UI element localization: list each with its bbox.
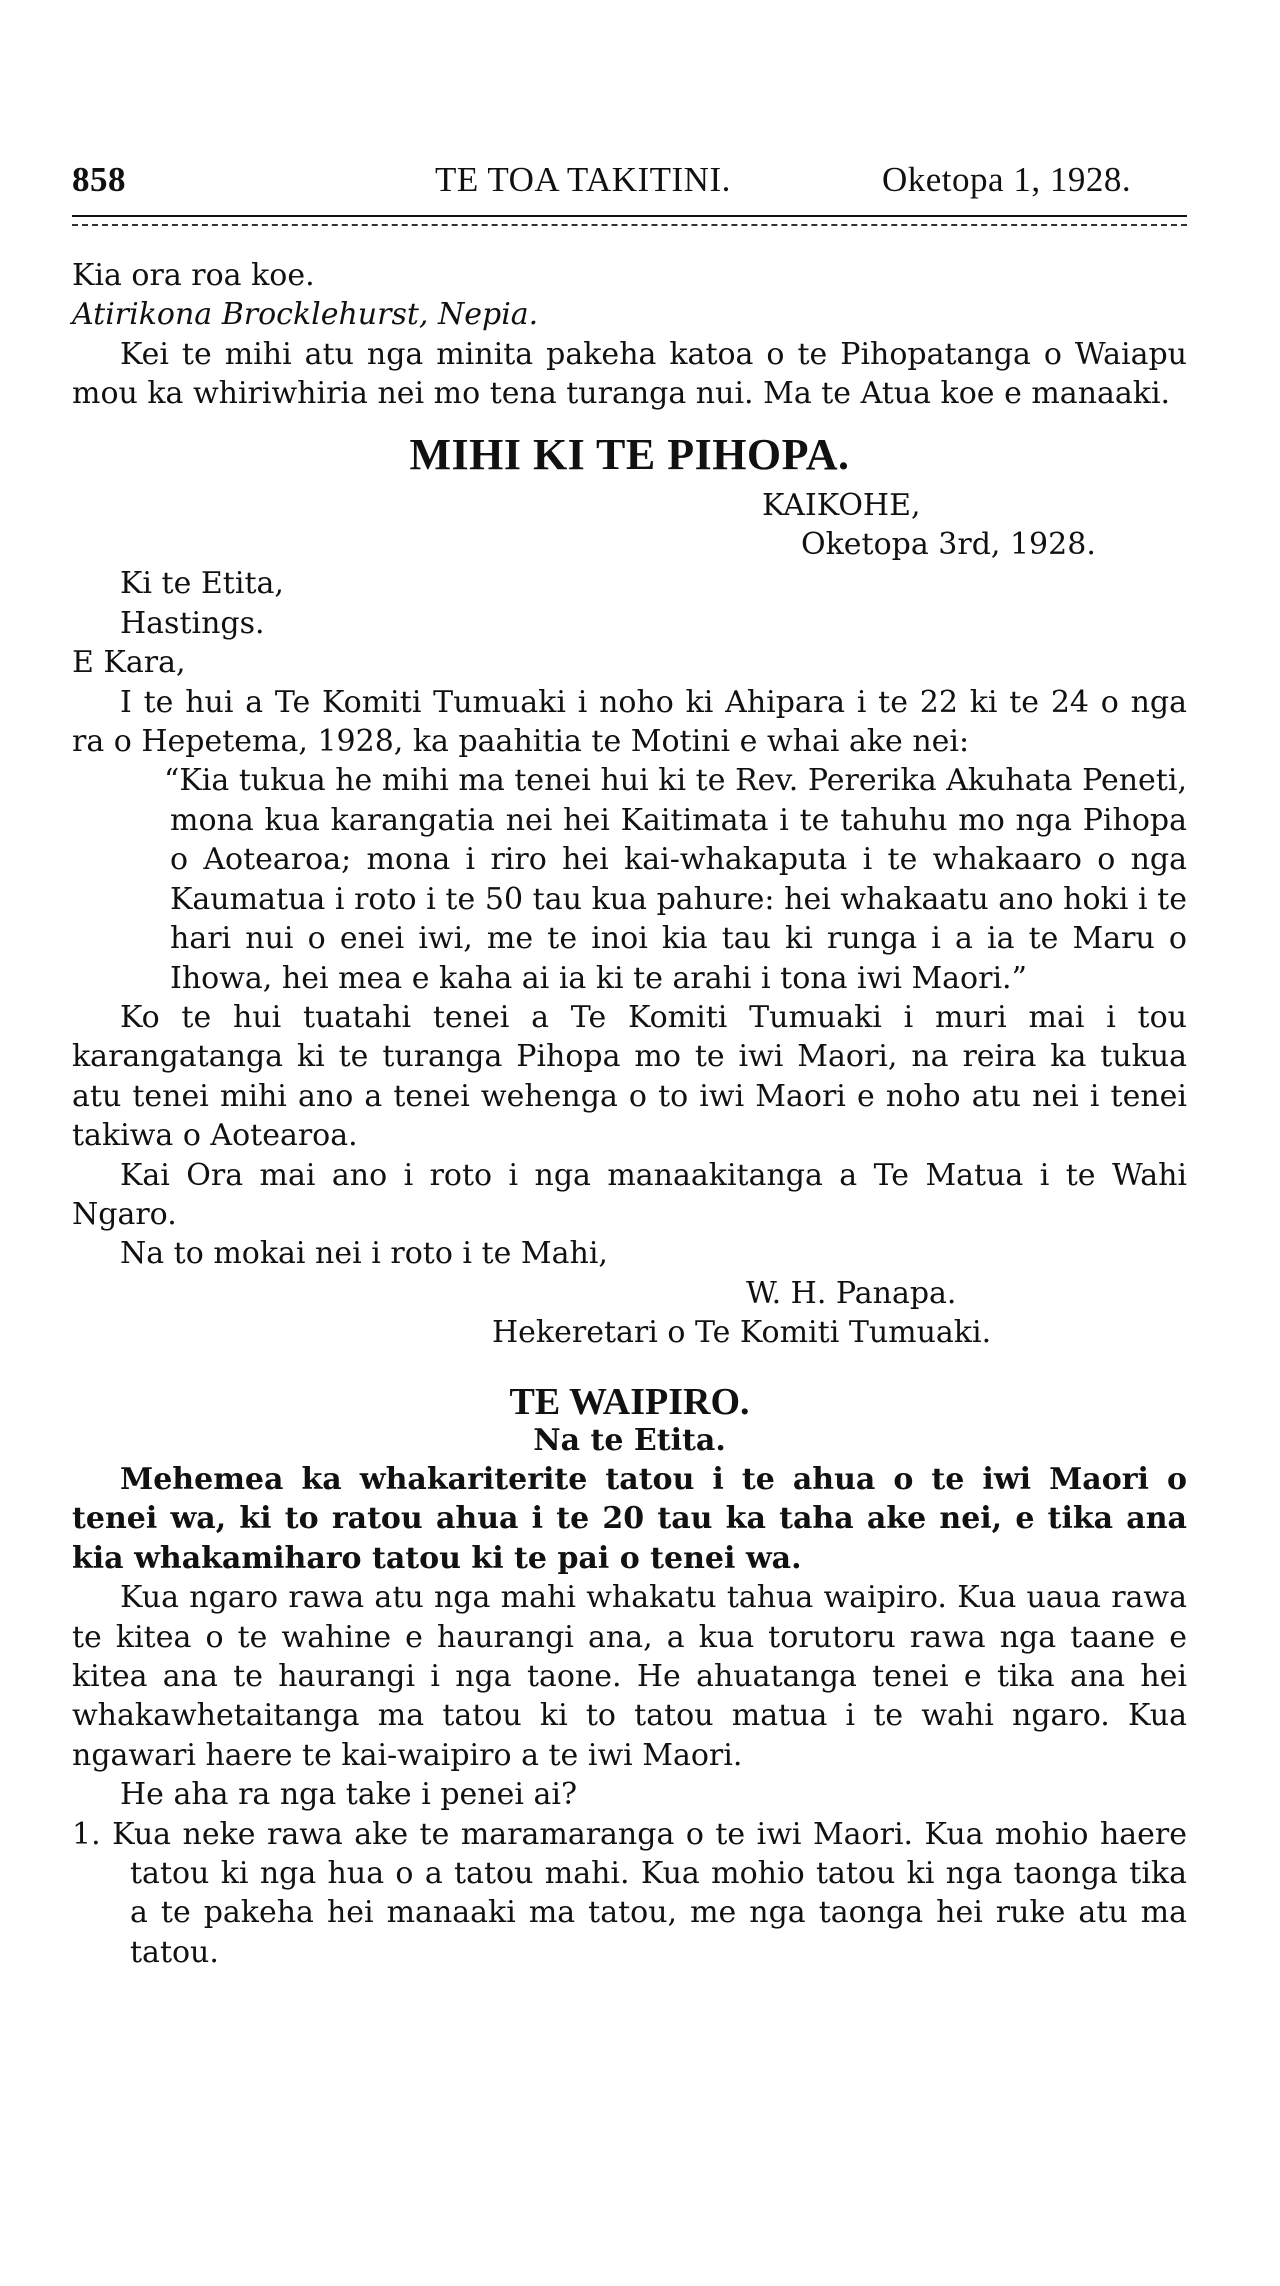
mihi-sign-name: W. H. Panapa. <box>746 1275 957 1311</box>
issue-date: Oketopa 1, 1928. <box>882 160 1132 199</box>
mihi-heading: MIHI KI TE PIHOPA. <box>409 429 850 479</box>
mihi-sign-title: Hekeretari o Te Komiti Tumuaki. <box>492 1315 992 1351</box>
header-rule-dashed <box>72 224 1187 226</box>
page-header <box>72 160 1187 210</box>
header-rule <box>72 215 1187 217</box>
mihi-paragraph-2: Ko te hui tuatahi tenei a Te Komiti Tumuaki i muri mai i tou karangatanga ki te turanga Pihopa mo te iwi Maori, na reira ka tukua atu tenei mihi ano a tenei wehenga o to iwi Maori e noho atu nei i tenei takiwa o Aotearoa. <box>72 999 1187 1154</box>
publication-title: TE TOA TAKITINI. <box>435 160 731 199</box>
page-body <box>72 256 1187 1972</box>
letter-closing: Kia ora roa koe. <box>72 258 315 293</box>
letter-signature: Atirikona Brocklehurst, Nepia. <box>72 297 539 333</box>
waipiro-question: He aha ra nga take i penei ai? <box>120 1777 578 1813</box>
mihi-paragraph-3: Kai Ora mai ano i roto i nga manaakitanga a Te Matua i te Wahi Ngaro. <box>72 1157 1187 1232</box>
mihi-addressee: Ki te Etita, <box>120 566 284 602</box>
waipiro-list-item-1: 1. Kua neke rawa ake te maramaranga o te iwi Maori. Kua mohio haere tatou ki nga hua o a tatou mahi. Kua mohio tatou ki nga taonga tika a te pakeha hei manaaki ma tatou, me nga taonga hei ruke atu ma tatou. <box>72 1816 1187 1970</box>
letter-paragraph: Kei te mihi atu nga minita pakeha katoa o te Pihopatanga o Waiapu mou ka whiriwhiria nei mo tena turanga nui. Ma te Atua koe e manaaki. <box>72 336 1187 412</box>
page-number: 858 <box>72 160 126 199</box>
mihi-closing: Na to mokai nei i roto i te Mahi, <box>120 1236 608 1272</box>
mihi-paragraph-1: I te hui a Te Komiti Tumuaki i noho ki Ahipara i te 22 ki te 24 o nga ra o Hepetema, 1928, ka paahitia te Motini e whai ake nei: <box>72 684 1187 760</box>
waipiro-paragraph-2: Kua ngaro rawa atu nga mahi whakatu tahua waipiro. Kua uaua rawa te kitea o te wahine e haurangi ana, a kua torutoru rawa nga taane e kitea ana te haurangi i nga taone. He ahuatanga tenei e tika ana hei whakawhetaitanga ma tatou ki to tatou matua i te wahi ngaro. Kua ngawari haere te kai-waipiro a te iwi Maori. <box>72 1580 1187 1773</box>
mihi-motion-quote: “Kia tukua he mihi ma tenei hui ki te Rev. Pererika Akuhata Peneti, mona kua karangatia nei hei Kaitimata i te tahuhu mo nga Pihopa o Aotearoa; mona i riro hei kai-whakaputa i te whakaaro o nga Kaumatua i roto i te 50 tau kua pahure: hei whakaatu ano hoki i te hari nui o enei iwi, me te inoi kia tau ki runga i a ia te Maru o Ihowa, hei mea e kaha ai ia ki te arahi i tona iwi Maori.” <box>164 763 1187 996</box>
mihi-date: Oketopa 3rd, 1928. <box>801 527 1096 563</box>
mihi-place: KAIKOHE, <box>762 487 921 523</box>
waipiro-subheading: Na te Etita. <box>533 1422 726 1458</box>
mihi-addressee-place: Hastings. <box>120 605 265 641</box>
mihi-salutation: E Kara, <box>72 645 186 681</box>
waipiro-heading: TE WAIPIRO. <box>509 1380 750 1423</box>
waipiro-paragraph-1: Mehemea ka whakariterite tatou i te ahua o te iwi Maori o tenei wa, ki to ratou ahua i te 20 tau ka taha ake nei, e tika ana kia whakamiharo tatou ki te pai o tenei wa. <box>72 1461 1187 1576</box>
